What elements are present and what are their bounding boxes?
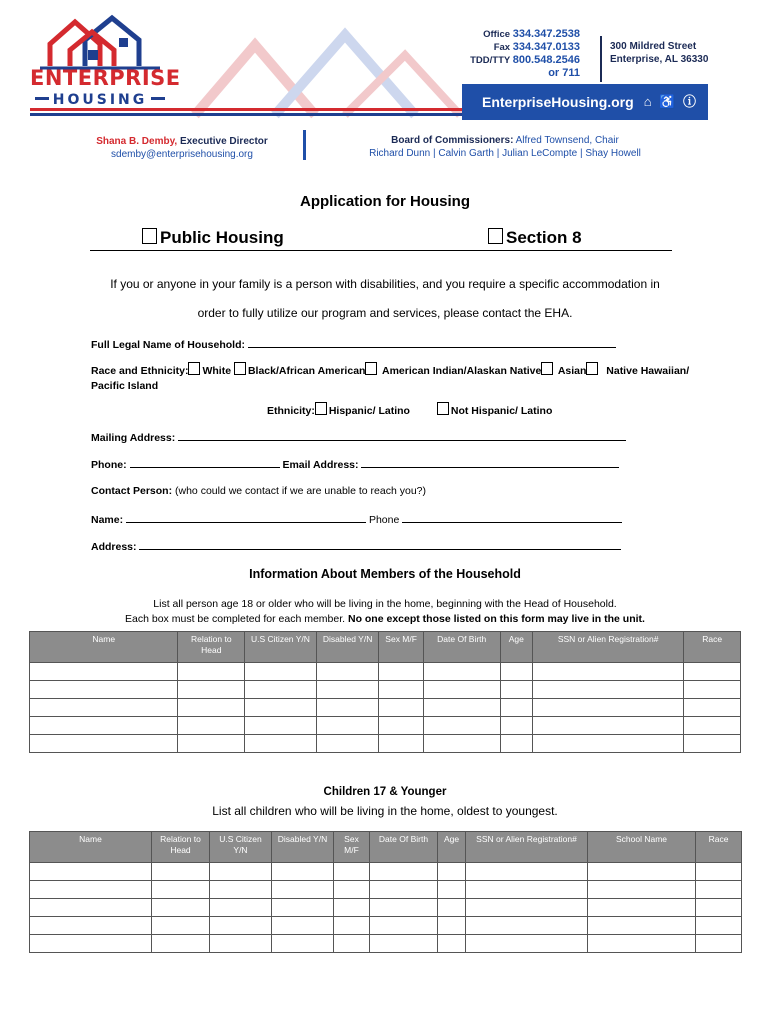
contact-name-field[interactable] bbox=[126, 512, 366, 523]
board-members: Richard Dunn | Calvin Garth | Julian LeCompte | Shay Howell bbox=[369, 148, 641, 159]
children-table-cell[interactable] bbox=[466, 917, 588, 935]
children-table-cell[interactable] bbox=[370, 917, 438, 935]
children-table-cell[interactable] bbox=[210, 899, 272, 917]
household-table-cell[interactable] bbox=[684, 681, 741, 699]
mailing-address-field[interactable] bbox=[178, 430, 626, 441]
children-table-cell[interactable] bbox=[30, 917, 152, 935]
race-white-label: White bbox=[202, 365, 232, 377]
household-table-cell[interactable] bbox=[30, 735, 178, 753]
mailing-address-label: Mailing Address: bbox=[91, 432, 176, 444]
children-table-cell[interactable] bbox=[438, 863, 466, 881]
ethnicity-row bbox=[267, 402, 552, 417]
public-housing-checkbox[interactable] bbox=[142, 228, 157, 244]
director-email[interactable]: sdemby@enterprisehousing.org bbox=[111, 149, 253, 160]
household-table-cell[interactable] bbox=[532, 717, 683, 735]
household-table-row bbox=[30, 717, 741, 735]
hispanic-checkbox[interactable] bbox=[315, 402, 327, 415]
household-table-row bbox=[30, 663, 741, 681]
race-black-checkbox[interactable] bbox=[234, 362, 246, 375]
children-table-row bbox=[30, 935, 742, 953]
children-table-cell[interactable] bbox=[210, 935, 272, 953]
race-asian-label: Asian bbox=[557, 365, 587, 377]
household-note-bold: No one except those listed on this form may live in the unit. bbox=[347, 613, 645, 625]
children-table-cell[interactable] bbox=[334, 935, 370, 953]
children-table-row bbox=[30, 881, 742, 899]
children-table-header bbox=[30, 832, 742, 863]
children-table-cell[interactable] bbox=[334, 917, 370, 935]
children-table-cell[interactable] bbox=[334, 899, 370, 917]
contact-address-row bbox=[91, 539, 621, 553]
children-table-cell[interactable] bbox=[210, 917, 272, 935]
children-note: List all children who will be living in the home, oldest to youngest. bbox=[212, 804, 558, 818]
household-note bbox=[0, 597, 770, 627]
children-table-cell[interactable] bbox=[588, 899, 696, 917]
children-table-cell[interactable] bbox=[370, 899, 438, 917]
header-stripe-red bbox=[30, 108, 470, 111]
children-table-cell[interactable] bbox=[438, 881, 466, 899]
household-table-cell[interactable] bbox=[316, 663, 379, 681]
children-table-cell[interactable] bbox=[438, 935, 466, 953]
household-table-cell[interactable] bbox=[316, 681, 379, 699]
children-table-cell[interactable] bbox=[30, 863, 152, 881]
household-table-cell[interactable] bbox=[245, 717, 317, 735]
children-table-cell[interactable] bbox=[30, 899, 152, 917]
children-table-cell[interactable] bbox=[588, 935, 696, 953]
household-table-cell[interactable] bbox=[178, 681, 245, 699]
children-table-cell[interactable] bbox=[210, 863, 272, 881]
household-table-cell[interactable] bbox=[532, 699, 683, 717]
household-note-line-1: List all person age 18 or older who will be living in the home, beginning with the Head of Household. bbox=[153, 598, 617, 610]
email-field[interactable] bbox=[361, 457, 619, 468]
household-table-cell[interactable] bbox=[30, 699, 178, 717]
household-note-line-2 bbox=[0, 612, 770, 627]
column-header: Name bbox=[30, 832, 152, 863]
race-row bbox=[91, 362, 691, 394]
address-line-1: 300 Mildred Street bbox=[610, 41, 697, 52]
household-table-row bbox=[30, 735, 741, 753]
phone-field[interactable] bbox=[130, 457, 280, 468]
children-table-cell[interactable] bbox=[334, 881, 370, 899]
household-table bbox=[29, 631, 741, 753]
tdd-line: TDD/TTY 800.548.2546 bbox=[470, 54, 580, 66]
column-header: Disabled Y/N bbox=[316, 632, 379, 663]
race-label: Race and Ethnicity: bbox=[91, 365, 189, 377]
household-table-cell[interactable] bbox=[178, 663, 245, 681]
household-table-cell[interactable] bbox=[500, 663, 532, 681]
column-header: Name bbox=[30, 632, 178, 663]
children-table-cell[interactable] bbox=[152, 917, 210, 935]
contact-person-note: (who could we contact if we are unable to reach you?) bbox=[175, 485, 426, 497]
children-table-cell[interactable] bbox=[696, 881, 742, 899]
accommodation-line-1: If you or anyone in your family is a person with disabilities, and you require a specific accommodation in bbox=[110, 277, 660, 291]
section8-checkbox[interactable] bbox=[488, 228, 503, 244]
director-title: Executive Director bbox=[179, 136, 268, 147]
household-table-cell[interactable] bbox=[500, 717, 532, 735]
contact-block bbox=[380, 28, 580, 80]
children-table-cell[interactable] bbox=[334, 863, 370, 881]
column-header: SSN or Alien Registration# bbox=[466, 832, 588, 863]
column-header: U.S Citizen Y/N bbox=[210, 832, 272, 863]
website-banner[interactable] bbox=[462, 84, 708, 120]
housing-type-line bbox=[90, 228, 672, 251]
household-note-plain: Each box must be completed for each member. bbox=[125, 613, 348, 625]
children-table-cell[interactable] bbox=[588, 863, 696, 881]
household-table-header bbox=[30, 632, 741, 663]
children-table-cell[interactable] bbox=[466, 899, 588, 917]
household-table-cell[interactable] bbox=[379, 717, 423, 735]
not-hispanic-checkbox[interactable] bbox=[437, 402, 449, 415]
children-table-row bbox=[30, 863, 742, 881]
household-table-cell[interactable] bbox=[245, 663, 317, 681]
children-section-title: Children 17 & Younger bbox=[323, 786, 447, 798]
column-header: Race bbox=[684, 632, 741, 663]
board-chair: Alfred Townsend, Chair bbox=[515, 135, 619, 146]
address-divider bbox=[600, 36, 602, 82]
column-header: Age bbox=[500, 632, 532, 663]
household-table-cell[interactable] bbox=[379, 699, 423, 717]
household-table-cell[interactable] bbox=[532, 681, 683, 699]
public-housing-option[interactable] bbox=[142, 228, 284, 248]
contact-name-row bbox=[91, 512, 622, 526]
race-hawaiian-label: Native Hawaiian/ bbox=[606, 365, 690, 377]
children-table-cell[interactable] bbox=[696, 863, 742, 881]
household-table-cell[interactable] bbox=[532, 663, 683, 681]
section8-label: Section 8 bbox=[506, 228, 582, 247]
tdd-alt-line: or 711 bbox=[548, 67, 580, 79]
logo-houses-icon bbox=[40, 14, 160, 70]
children-table-cell[interactable] bbox=[370, 935, 438, 953]
email-label: Email Address: bbox=[282, 459, 359, 471]
phone-label: Phone: bbox=[91, 459, 127, 471]
children-table-cell[interactable] bbox=[370, 863, 438, 881]
director-name: Shana B. Demby, bbox=[96, 136, 178, 147]
accessibility-icons: ⌂ ♿ ⓘ bbox=[643, 94, 698, 109]
not-hispanic-label: Not Hispanic/ Latino bbox=[450, 405, 553, 417]
children-table-cell[interactable] bbox=[696, 917, 742, 935]
children-table-cell[interactable] bbox=[272, 935, 334, 953]
public-housing-label: Public Housing bbox=[160, 228, 284, 247]
household-table-cell[interactable] bbox=[30, 681, 178, 699]
column-header: Race bbox=[696, 832, 742, 863]
children-table-row bbox=[30, 917, 742, 935]
children-table-cell[interactable] bbox=[272, 899, 334, 917]
header-divider bbox=[303, 130, 306, 160]
household-table-cell[interactable] bbox=[379, 663, 423, 681]
household-table-cell[interactable] bbox=[423, 681, 500, 699]
contact-phone-label: Phone bbox=[368, 514, 400, 526]
household-table-cell[interactable] bbox=[316, 699, 379, 717]
column-header: Disabled Y/N bbox=[272, 832, 334, 863]
household-table-cell[interactable] bbox=[500, 681, 532, 699]
household-table-cell[interactable] bbox=[684, 735, 741, 753]
household-table-cell[interactable] bbox=[532, 735, 683, 753]
board-block bbox=[340, 134, 670, 160]
household-table-cell[interactable] bbox=[316, 735, 379, 753]
children-table-row bbox=[30, 899, 742, 917]
contact-address-field[interactable] bbox=[139, 539, 621, 550]
children-table-cell[interactable] bbox=[696, 935, 742, 953]
contact-address-label: Address: bbox=[91, 541, 137, 553]
column-header: Date Of Birth bbox=[370, 832, 438, 863]
contact-person-label: Contact Person: bbox=[91, 485, 173, 497]
race-hawaiian-checkbox[interactable] bbox=[586, 362, 598, 375]
household-table-cell[interactable] bbox=[423, 735, 500, 753]
household-table-cell[interactable] bbox=[316, 717, 379, 735]
contact-person-row bbox=[91, 485, 426, 497]
household-table-cell[interactable] bbox=[684, 663, 741, 681]
children-table-cell[interactable] bbox=[152, 863, 210, 881]
household-table-cell[interactable] bbox=[178, 717, 245, 735]
column-header: Relation to Head bbox=[178, 632, 245, 663]
children-table-cell[interactable] bbox=[438, 917, 466, 935]
children-table-cell[interactable] bbox=[588, 917, 696, 935]
children-table-cell[interactable] bbox=[30, 935, 152, 953]
household-table-cell[interactable] bbox=[245, 681, 317, 699]
column-header: U.S Citizen Y/N bbox=[245, 632, 317, 663]
address-line-2: Enterprise, AL 36330 bbox=[610, 54, 709, 65]
column-header: Age bbox=[438, 832, 466, 863]
children-table-cell[interactable] bbox=[466, 935, 588, 953]
column-header: Relation to Head bbox=[152, 832, 210, 863]
office-line: Office 334.347.2538 bbox=[483, 28, 580, 40]
column-header: Sex M/F bbox=[379, 632, 423, 663]
children-table-cell[interactable] bbox=[272, 863, 334, 881]
race-black-label: Black/African American bbox=[247, 365, 366, 377]
race-asian-checkbox[interactable] bbox=[541, 362, 553, 375]
fax-line: Fax 334.347.0133 bbox=[493, 41, 580, 53]
race-native-label: American Indian/Alaskan Native bbox=[381, 365, 542, 377]
children-table-cell[interactable] bbox=[696, 899, 742, 917]
director-block bbox=[62, 135, 302, 161]
logo-wordmark: ENTERPRISE bbox=[30, 66, 181, 90]
full-name-row bbox=[91, 337, 616, 351]
household-table-row bbox=[30, 699, 741, 717]
household-table-cell[interactable] bbox=[423, 717, 500, 735]
household-section-title: Information About Members of the Household bbox=[249, 567, 521, 581]
children-table-cell[interactable] bbox=[272, 881, 334, 899]
household-table-cell[interactable] bbox=[684, 699, 741, 717]
household-table-cell[interactable] bbox=[178, 735, 245, 753]
children-table-cell[interactable] bbox=[152, 935, 210, 953]
office-address bbox=[610, 40, 708, 66]
children-table-cell[interactable] bbox=[210, 881, 272, 899]
full-name-label: Full Legal Name of Household: bbox=[91, 339, 246, 351]
column-header: Date Of Birth bbox=[423, 632, 500, 663]
column-header: School Name bbox=[588, 832, 696, 863]
race-white-checkbox[interactable] bbox=[188, 362, 200, 375]
household-table-cell[interactable] bbox=[379, 681, 423, 699]
accommodation-line-2: order to fully utilize our program and services, please contact the EHA. bbox=[197, 306, 573, 320]
hispanic-label: Hispanic/ Latino bbox=[328, 405, 410, 417]
children-table-cell[interactable] bbox=[466, 881, 588, 899]
contact-name-label: Name: bbox=[91, 514, 124, 526]
household-table-cell[interactable] bbox=[379, 735, 423, 753]
column-header: SSN or Alien Registration# bbox=[532, 632, 683, 663]
ethnicity-label: Ethnicity: bbox=[267, 405, 315, 417]
race-hawaiian-label-wrap: Pacific Island bbox=[91, 380, 159, 392]
header-stripe-blue bbox=[30, 113, 470, 116]
household-table-cell[interactable] bbox=[178, 699, 245, 717]
race-native-checkbox[interactable] bbox=[365, 362, 377, 375]
household-table-cell[interactable] bbox=[423, 699, 500, 717]
household-table-cell[interactable] bbox=[500, 699, 532, 717]
page-title: Application for Housing bbox=[300, 193, 470, 210]
household-table-row bbox=[30, 681, 741, 699]
household-table-cell[interactable] bbox=[30, 663, 178, 681]
children-table-cell[interactable] bbox=[152, 899, 210, 917]
contact-phone-field[interactable] bbox=[402, 512, 622, 523]
section8-option[interactable] bbox=[488, 228, 582, 248]
household-table-cell[interactable] bbox=[500, 735, 532, 753]
household-table-cell[interactable] bbox=[30, 717, 178, 735]
household-table-cell[interactable] bbox=[684, 717, 741, 735]
household-table-cell[interactable] bbox=[245, 699, 317, 717]
full-name-field[interactable] bbox=[248, 337, 616, 348]
household-table-cell[interactable] bbox=[245, 735, 317, 753]
children-table-cell[interactable] bbox=[588, 881, 696, 899]
children-table-cell[interactable] bbox=[438, 899, 466, 917]
children-table-cell[interactable] bbox=[272, 917, 334, 935]
website-link[interactable]: EnterpriseHousing.org bbox=[482, 94, 634, 110]
household-table-cell[interactable] bbox=[423, 663, 500, 681]
children-table-cell[interactable] bbox=[370, 881, 438, 899]
children-table bbox=[29, 831, 742, 953]
board-label: Board of Commissioners: bbox=[391, 135, 514, 146]
phone-email-row bbox=[91, 457, 619, 471]
column-header: Sex M/F bbox=[334, 832, 370, 863]
logo-subtitle: HOUSING bbox=[30, 92, 170, 108]
children-table-cell[interactable] bbox=[152, 881, 210, 899]
children-table-cell[interactable] bbox=[466, 863, 588, 881]
children-table-cell[interactable] bbox=[30, 881, 152, 899]
mailing-address-row bbox=[91, 430, 626, 444]
